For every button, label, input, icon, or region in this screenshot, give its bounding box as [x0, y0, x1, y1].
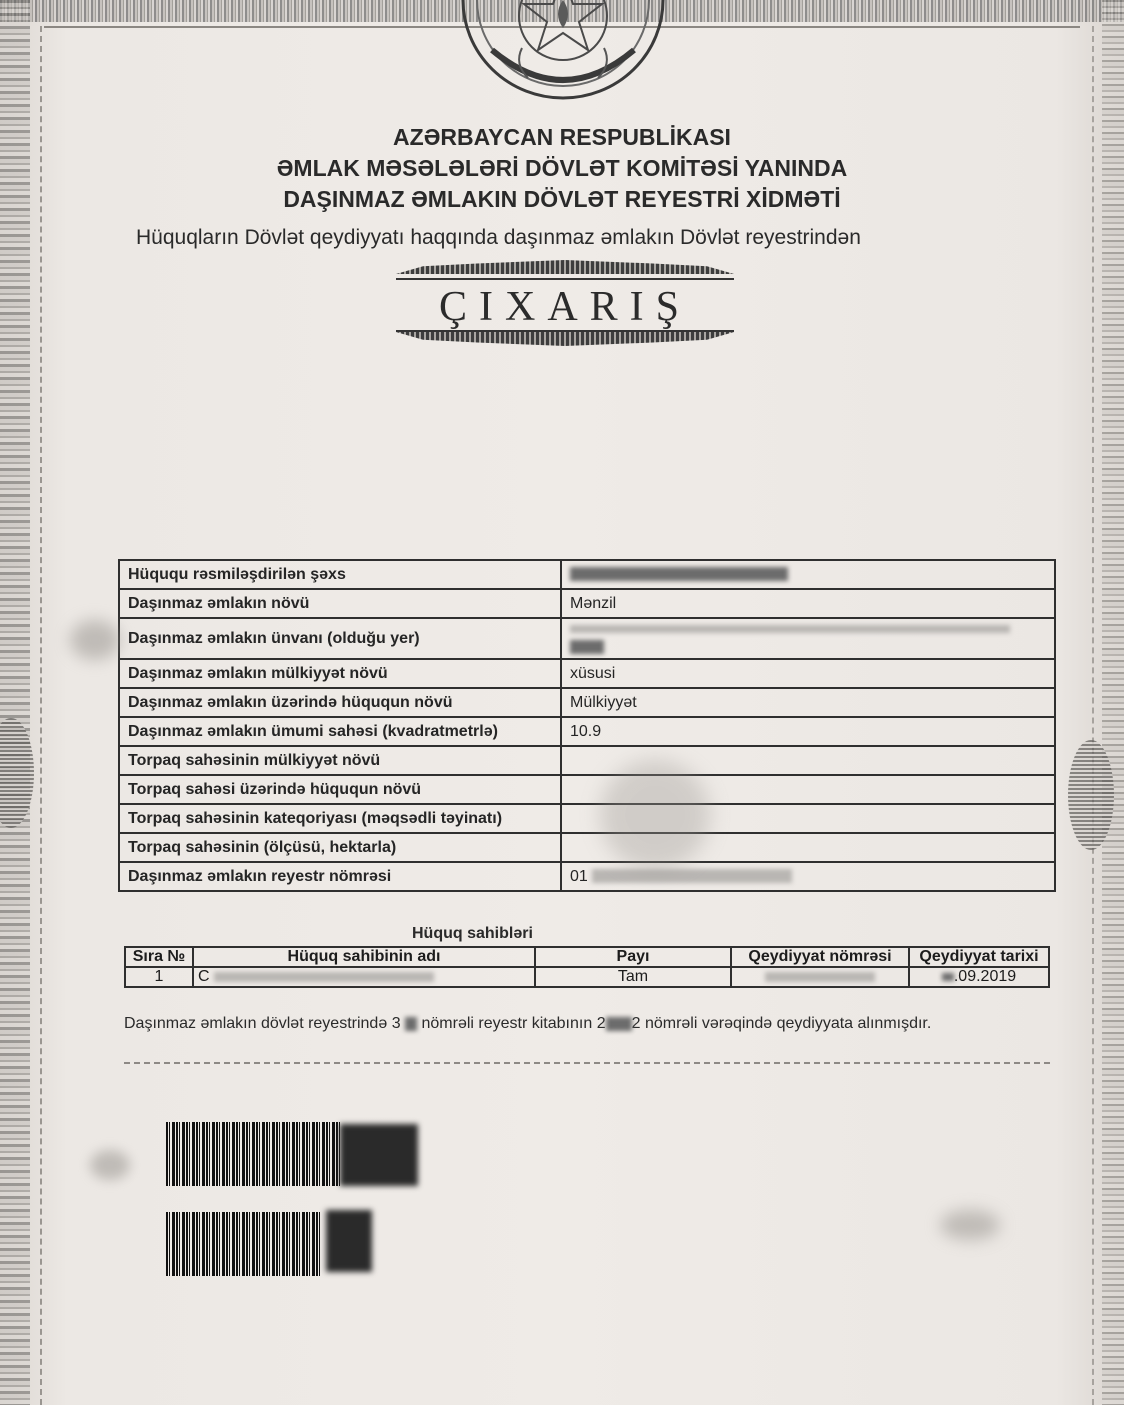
- detail-value: 10.9: [561, 717, 1055, 746]
- registration-note: Daşınmaz əmlakın dövlət reyestrində 3 nömrəli reyestr kitabının 2 2 nömrəli vərəqində qeydiyyata alınmışdır.: [124, 1015, 932, 1032]
- header-republic: AZƏRBAYCAN RESPUBLİKASI: [393, 124, 731, 150]
- redacted-block: [214, 972, 434, 982]
- detail-label: Daşınmaz əmlakın reyestr nömrəsi: [119, 862, 561, 891]
- column-header: Hüquq sahibinin adı: [193, 947, 535, 967]
- table-row: [119, 589, 1055, 618]
- detail-label: Daşınmaz əmlakın ümumi sahəsi (kvadratmetrlə): [119, 717, 561, 746]
- detail-value-owner: [561, 560, 1055, 589]
- redacted-block: [592, 869, 792, 883]
- table-row: [119, 560, 1055, 589]
- property-details-table: [118, 559, 1056, 892]
- detail-value: Mənzil: [561, 589, 1055, 618]
- title-rule-bottom: [396, 330, 734, 332]
- detail-label: Daşınmaz əmlakın ünvanı (olduğu yer): [119, 618, 561, 659]
- redacted-block: [942, 973, 954, 981]
- column-header: Qeydiyyat nömrəsi: [731, 947, 909, 967]
- column-header: Qeydiyyat tarixi: [909, 947, 1049, 967]
- table-row: [119, 717, 1055, 746]
- table-row: [119, 833, 1055, 862]
- noise-speck: [940, 1210, 1000, 1240]
- table-row: [119, 775, 1055, 804]
- detail-value-registry-number: 01: [561, 862, 1055, 891]
- title-ornament-bottom: [396, 332, 734, 346]
- noise-speck: [600, 760, 710, 870]
- table-row: [119, 618, 1055, 659]
- redacted-block: [570, 625, 1010, 633]
- header-subtitle: Hüquqların Dövlət qeydiyyatı haqqında daşınmaz əmlakın Dövlət reyestrindən: [136, 226, 861, 249]
- barcode-icon: [166, 1212, 322, 1276]
- redacted-block: [326, 1210, 372, 1272]
- redacted-block: [570, 640, 604, 654]
- detail-label: Torpaq sahəsi üzərində hüququn növü: [119, 775, 561, 804]
- noise-speck: [90, 1150, 130, 1180]
- header-registry-service: DAŞINMAZ ƏMLAKIN DÖVLƏT REYESTRİ XİDMƏTİ: [283, 186, 841, 212]
- detail-value-address: [561, 618, 1055, 659]
- table-row: [119, 804, 1055, 833]
- detail-value: Mülkiyyət: [561, 688, 1055, 717]
- state-emblem-icon: [452, 0, 674, 102]
- side-ornament-right: [1068, 740, 1114, 850]
- barcode-icon: [166, 1122, 342, 1186]
- table-row: [119, 688, 1055, 717]
- detail-label: Torpaq sahəsinin mülkiyyət növü: [119, 746, 561, 775]
- title-block: [396, 258, 734, 344]
- dashed-separator: [124, 1062, 1050, 1064]
- owners-table: [124, 946, 1050, 988]
- title-rule-top: [396, 278, 734, 280]
- owner-name: C: [193, 967, 535, 987]
- detail-label: Daşınmaz əmlakın növü: [119, 589, 561, 618]
- owners-header-row: [125, 947, 1049, 967]
- table-row: [125, 967, 1049, 987]
- table-row: [119, 746, 1055, 775]
- inner-frame-right: [1092, 26, 1094, 1405]
- detail-label: Hüququ rəsmiləşdirilən şəxs: [119, 560, 561, 589]
- detail-value: xüsusi: [561, 659, 1055, 688]
- column-header: Payı: [535, 947, 731, 967]
- column-header: Sıra №: [125, 947, 193, 967]
- table-row: [119, 659, 1055, 688]
- document-title: ÇIXARIŞ: [438, 284, 692, 330]
- inner-frame-left: [40, 26, 42, 1405]
- detail-label: Daşınmaz əmlakın üzərində hüququn növü: [119, 688, 561, 717]
- detail-label: Torpaq sahəsinin kateqoriyası (məqsədli təyinatı): [119, 804, 561, 833]
- owner-number: 1: [125, 967, 193, 987]
- redacted-block: [405, 1017, 417, 1031]
- redacted-block: [606, 1017, 632, 1031]
- redacted-block: [340, 1124, 418, 1186]
- redacted-block: [765, 972, 875, 982]
- table-row: [119, 862, 1055, 891]
- owner-share: Tam: [535, 967, 731, 987]
- detail-label: Torpaq sahəsinin (ölçüsü, hektarla): [119, 833, 561, 862]
- noise-speck: [70, 620, 120, 660]
- owners-title: Hüquq sahibləri: [412, 925, 533, 942]
- owner-reg-number: [731, 967, 909, 987]
- detail-label: Daşınmaz əmlakın mülkiyyət növü: [119, 659, 561, 688]
- owner-reg-date: .09.2019: [909, 967, 1049, 987]
- redacted-block: [570, 567, 788, 581]
- title-ornament-top: [396, 260, 734, 274]
- header-committee: ƏMLAK MƏSƏLƏLƏRİ DÖVLƏT KOMİTƏSİ YANINDA: [276, 155, 848, 181]
